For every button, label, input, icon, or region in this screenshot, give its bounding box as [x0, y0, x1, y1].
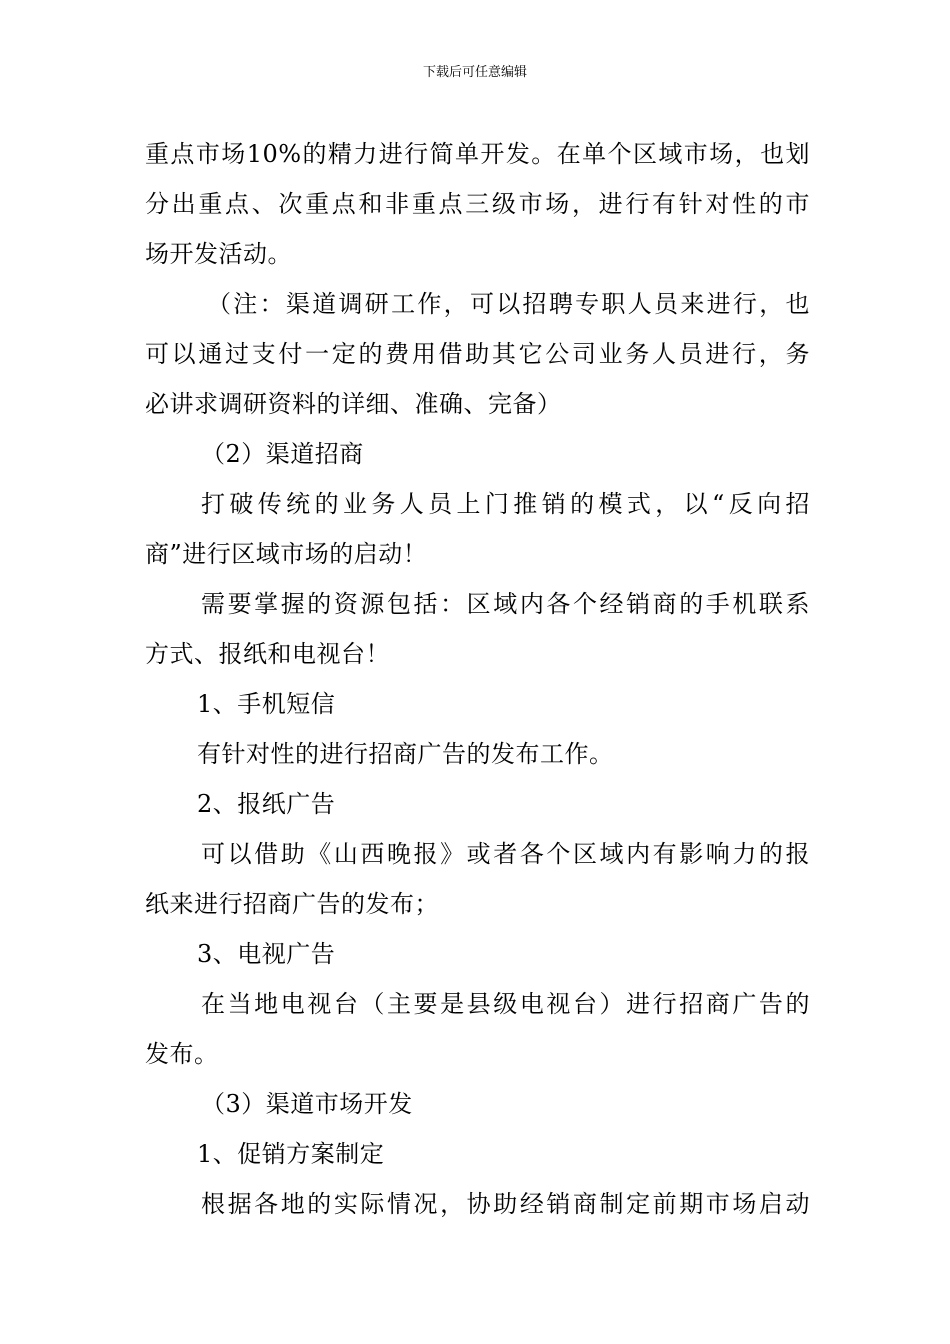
paragraph-line: 发布。 [145, 1040, 219, 1068]
subsection-heading: 3、电视广告 [197, 940, 336, 968]
paragraph-line: 在当地电视台（主要是县级电视台）进行招商广告的 [201, 990, 810, 1018]
paragraph-line: 需要掌握的资源包括：区域内各个经销商的手机联系 [201, 590, 810, 618]
paragraph-line: 根据各地的实际情况，协助经销商制定前期市场启动 [201, 1190, 810, 1218]
paragraph-line: 有针对性的进行招商广告的发布工作。 [197, 740, 614, 768]
paragraph-line: 可以通过支付一定的费用借助其它公司业务人员进行，务 [145, 340, 810, 368]
paragraph-line: 重点市场10%的精力进行简单开发。在单个区域市场，也划 [145, 140, 810, 168]
section-heading: （2）渠道招商 [201, 440, 364, 468]
subsection-heading: 1、手机短信 [197, 690, 336, 718]
paragraph-line: 必讲求调研资料的详细、准确、完备） [145, 390, 562, 418]
paragraph-line: 纸来进行招商广告的发布； [145, 890, 439, 918]
paragraph-line: 场开发活动。 [145, 240, 292, 268]
paragraph-line: 方式、报纸和电视台！ [145, 640, 390, 668]
document-body [145, 129, 810, 1229]
page-header-note: 下载后可任意编辑 [422, 65, 527, 80]
paragraph-line: 打破传统的业务人员上门推销的模式，以“反向招 [201, 490, 810, 518]
paragraph-line: 可以借助《山西晚报》或者各个区域内有影响力的报 [201, 840, 810, 868]
subsection-heading: 2、报纸广告 [197, 790, 336, 818]
paragraph-line: 商”进行区域市场的启动！ [145, 540, 428, 568]
paragraph-line: （注：渠道调研工作，可以招聘专职人员来进行，也 [207, 290, 810, 318]
section-heading: （3）渠道市场开发 [201, 1090, 413, 1118]
subsection-heading: 1、促销方案制定 [197, 1140, 385, 1168]
paragraph-line: 分出重点、次重点和非重点三级市场，进行有针对性的市 [145, 190, 810, 218]
